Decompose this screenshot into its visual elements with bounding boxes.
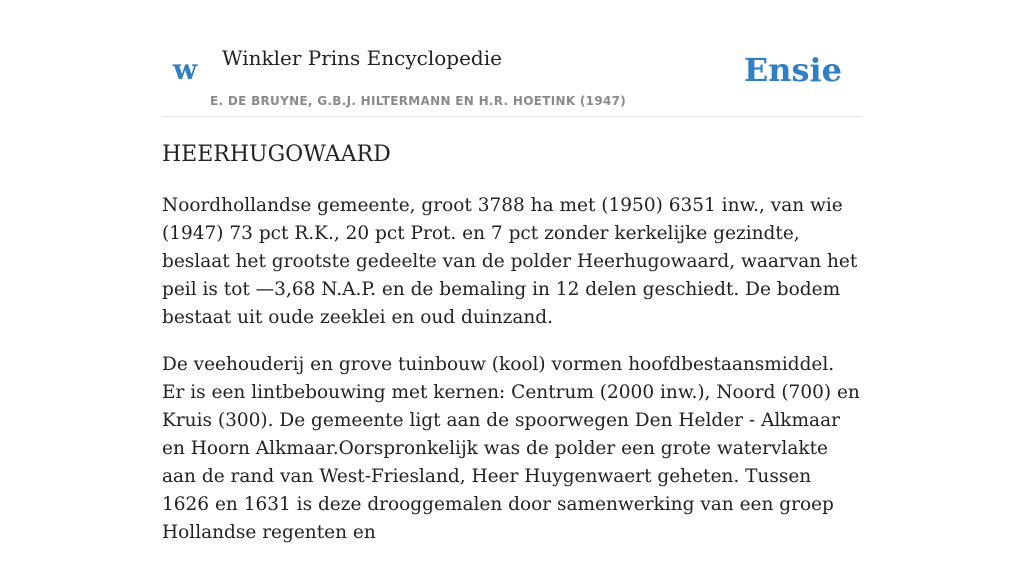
- ensie-logo-link[interactable]: Ensie: [743, 51, 842, 89]
- source-logo-icon[interactable]: w: [173, 53, 198, 86]
- article-title: HEERHUGOWAARD: [162, 142, 391, 167]
- page-container: [162, 0, 862, 543]
- article-body: [162, 192, 862, 566]
- source-header: [162, 0, 862, 117]
- article-paragraph: Noordhollandse gemeente, groot 3788 ha met (1950) 6351 inw., van wie (1947) 73 pct R.K., 20 pct Prot. en 7 pct zonder kerkelijke gezindte, beslaat het grootste gedeelte van de polder Heerhugowaard, waarvan het peil is tot —3,68 N.A.P. en de bemaling in 12 delen geschiedt. De bodem bestaat uit oude zeeklei en oud duinzand.: [162, 195, 858, 328]
- source-authors: E. DE BRUYNE, G.B.J. HILTERMANN EN H.R. HOETINK (1947): [210, 94, 627, 108]
- article-paragraph: De veehouderij en grove tuinbouw (kool) vormen hoofdbestaansmiddel. Er is een lintbebouwing met kernen: Centrum (2000 inw.), Noord (700) en Kruis (300). De gemeente ligt aan de spoorwegen Den Helder - Alkmaar en Hoorn Alkmaar.Oorspronkelijk was de polder een grote watervlakte aan de rand van West-Friesland, Heer Huygenwaert geheten. Tussen 1626 en 1631 is deze drooggemalen door samenwerking van een groep Hollandse regenten en: [162, 354, 860, 543]
- source-title-link[interactable]: Winkler Prins Encyclopedie: [222, 46, 502, 70]
